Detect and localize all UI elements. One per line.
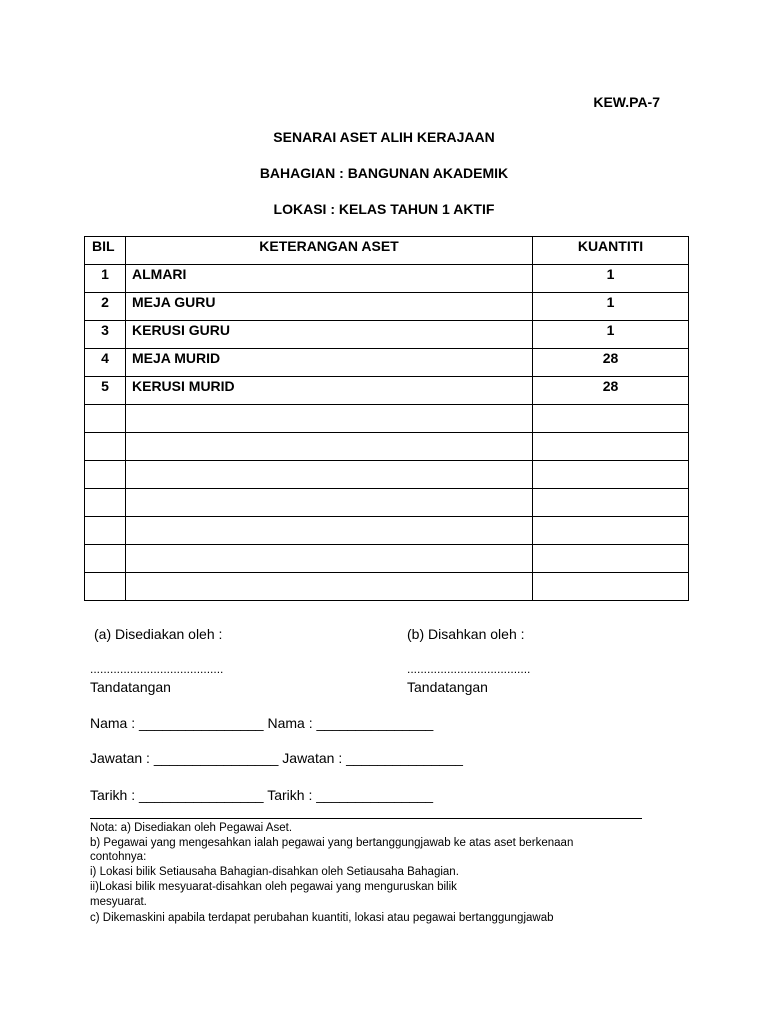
cell-quantity	[533, 517, 689, 545]
table-row	[85, 321, 689, 349]
table-row	[85, 405, 689, 433]
cell-quantity	[533, 545, 689, 573]
table-row	[85, 573, 689, 601]
cell-bil	[85, 433, 126, 461]
cell-quantity	[533, 405, 689, 433]
table-row	[85, 545, 689, 573]
location-heading: LOKASI : KELAS TAHUN 1 AKTIF	[273, 201, 495, 217]
cell-bil: 4	[85, 349, 126, 377]
cell-quantity: 1	[533, 265, 689, 293]
cell-quantity: 1	[533, 293, 689, 321]
name-fields: Nama : ________________ Nama : _______________	[90, 715, 434, 731]
prepared-by-label: (a) Disediakan oleh :	[94, 626, 223, 642]
cell-description	[126, 433, 533, 461]
cell-bil	[85, 517, 126, 545]
cell-quantity	[533, 489, 689, 517]
cell-description	[126, 461, 533, 489]
table-row	[85, 265, 689, 293]
table-row	[85, 377, 689, 405]
cell-quantity	[533, 573, 689, 601]
position-fields: Jawatan : ________________ Jawatan : _______________	[90, 750, 463, 766]
section-heading: BAHAGIAN : BANGUNAN AKADEMIK	[259, 165, 509, 181]
note-line: contohnya:	[90, 851, 147, 863]
cell-quantity: 1	[533, 321, 689, 349]
cell-bil: 3	[85, 321, 126, 349]
notes-divider	[90, 818, 642, 819]
cell-bil	[85, 489, 126, 517]
cell-quantity: 28	[533, 377, 689, 405]
cell-bil	[85, 545, 126, 573]
cell-description	[126, 517, 533, 545]
cell-bil: 2	[85, 293, 126, 321]
column-header-quantity: KUANTITI	[533, 237, 689, 265]
signature-line-left: ........................................	[90, 662, 224, 676]
table-row	[85, 517, 689, 545]
column-header-bil: BIL	[85, 237, 126, 265]
cell-bil: 5	[85, 377, 126, 405]
cell-description	[126, 573, 533, 601]
document-title: SENARAI ASET ALIH KERAJAAN	[273, 129, 495, 145]
cell-bil	[85, 405, 126, 433]
cell-quantity	[533, 433, 689, 461]
cell-description	[126, 489, 533, 517]
cell-quantity: 28	[533, 349, 689, 377]
table-row	[85, 461, 689, 489]
table-row	[85, 349, 689, 377]
cell-bil	[85, 461, 126, 489]
cell-description	[126, 545, 533, 573]
cell-description: KERUSI GURU	[126, 321, 533, 349]
note-line: ii)Lokasi bilik mesyuarat-disahkan oleh pegawai yang menguruskan bilik	[90, 881, 457, 893]
approved-by-label: (b) Disahkan oleh :	[407, 626, 525, 642]
note-line: b) Pegawai yang mengesahkan ialah pegawai yang bertanggungjawab ke atas aset berkenaan	[90, 837, 574, 849]
signature-label-right: Tandatangan	[407, 679, 488, 695]
note-line: c) Dikemaskini apabila terdapat perubahan kuantiti, lokasi atau pegawai bertanggungjawab	[90, 912, 554, 924]
cell-description: ALMARI	[126, 265, 533, 293]
asset-table	[84, 236, 689, 601]
cell-bil: 1	[85, 265, 126, 293]
note-line: Nota: a) Disediakan oleh Pegawai Aset.	[90, 822, 293, 834]
note-line: mesyuarat.	[90, 896, 147, 908]
table-row	[85, 489, 689, 517]
cell-quantity	[533, 461, 689, 489]
form-code: KEW.PA-7	[593, 94, 660, 110]
cell-description: KERUSI MURID	[126, 377, 533, 405]
cell-bil	[85, 573, 126, 601]
cell-description: MEJA GURU	[126, 293, 533, 321]
signature-label-left: Tandatangan	[90, 679, 171, 695]
table-row	[85, 433, 689, 461]
table-header-row	[85, 237, 689, 265]
cell-description	[126, 405, 533, 433]
table-row	[85, 293, 689, 321]
column-header-description: KETERANGAN ASET	[126, 237, 533, 265]
date-fields: Tarikh : ________________ Tarikh : _______________	[90, 787, 434, 803]
cell-description: MEJA MURID	[126, 349, 533, 377]
signature-line-right: .....................................	[407, 662, 531, 676]
note-line: i) Lokasi bilik Setiausaha Bahagian-disahkan oleh Setiausaha Bahagian.	[90, 866, 459, 878]
